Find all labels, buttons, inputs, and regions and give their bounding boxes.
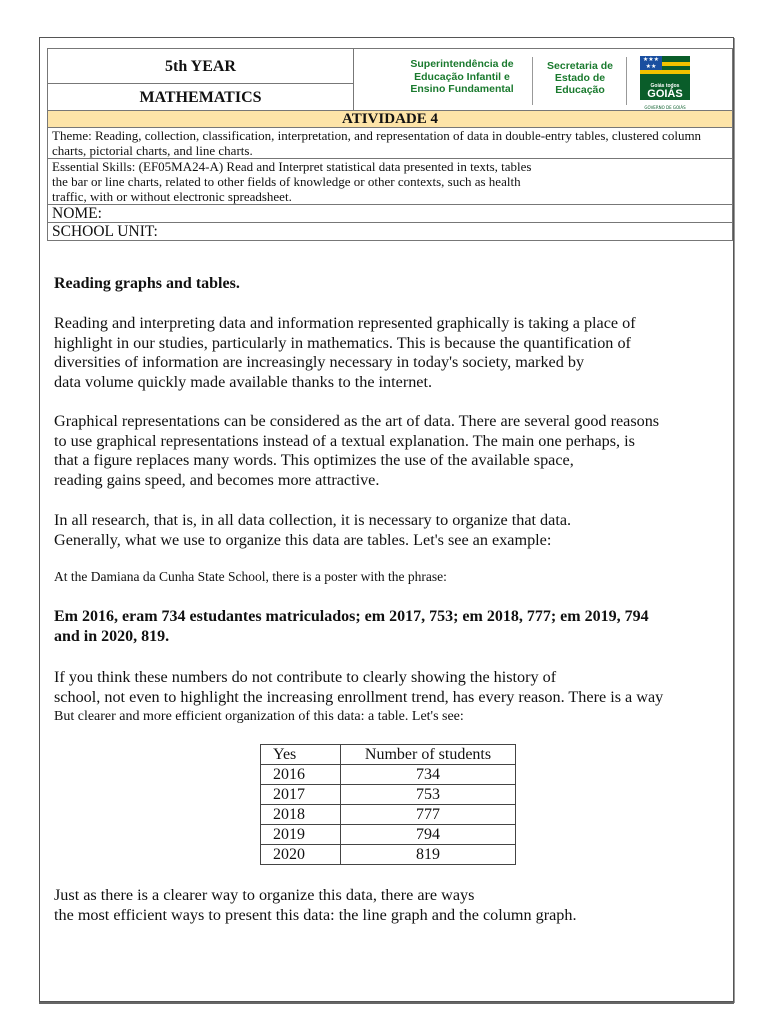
paragraph-conclusion: Just as there is a clearer way to organize this data, there are ways the most efficient ways to present this data: the line graph and the column graph.: [54, 886, 577, 924]
section-heading: Reading graphs and tables.: [54, 275, 240, 292]
skills-text: Essential Skills: (EF05MA24-A) Read and Interpret statistical data presented in texts, tables the bar or line charts, related to other fields of knowledge or other contexts, such as health traffic, with or without electronic spreadsheet.: [48, 159, 733, 205]
table-header-row: [261, 745, 516, 765]
superintendencia-logo: Superintendência de Educação Infantil e Ensino Fundamental: [410, 58, 514, 95]
paragraph-poster: At the Damiana da Cunha State School, there is a poster with the phrase:: [54, 569, 447, 584]
table-row: 2016 734: [261, 765, 516, 785]
column-header-year: Yes: [261, 745, 341, 765]
paragraph-reading: Reading and interpreting data and information represented graphically is taking a place of highlight in our studies, particularly in mathematics. This is because the quantification of diversities of information are increasingly necessary in today's society, marked by data volume quickly made available thanks to the internet.: [54, 314, 636, 391]
table-row: 2020 819: [261, 845, 516, 865]
activity-title: ATIVIDADE 4: [48, 111, 733, 128]
name-field[interactable]: NOME:: [48, 205, 733, 223]
secretaria-logo: Secretaria de Estado de Educação: [547, 60, 613, 96]
enrollment-table: [260, 744, 516, 865]
school-unit-field[interactable]: SCHOOL UNIT:: [48, 223, 733, 241]
theme-text: Theme: Reading, collection, classification, interpretation, and representation of data in double-entry tables, clustered column charts, pictorial charts, and line charts.: [48, 128, 733, 159]
logos-cell: [354, 49, 733, 111]
page-shadow: [39, 1002, 734, 1004]
logo-divider: [532, 57, 533, 105]
logo-divider: [626, 57, 627, 105]
goias-logo: ★★★ ★★ Goiás todos GOIÁS GOVERNO DE GOIÁS: [640, 56, 690, 104]
paragraph-research: In all research, that is, in all data collection, it is necessary to organize that data. Generally, what we use to organize this data are tables. Let's see an example:: [54, 511, 572, 549]
star-icon: ★★★ ★★: [640, 56, 662, 70]
poster-phrase: Em 2016, eram 734 estudantes matriculados; em 2017, 753; em 2018, 777; em 2019, 794 and in 2020, 819.: [54, 608, 649, 645]
table-row: 2017 753: [261, 785, 516, 805]
table-row: 2019 794: [261, 825, 516, 845]
column-header-students: Number of students: [341, 745, 516, 765]
paragraph-graphical: Graphical representations can be considered as the art of data. There are several good reasons to use graphical representations instead of a textual explanation. The main one perhaps, is that a figure replaces many words. This optimizes the use of the available space, reading gains speed, and becomes more attractive.: [54, 412, 660, 489]
table-row: 2018 777: [261, 805, 516, 825]
header-table: [47, 48, 733, 241]
paragraph-numbers: If you think these numbers do not contribute to clearly showing the history of school, not even to highlight the increasing enrollment trend, has every reason. There is a way But clearer and more efficient organization of this data: a table. Let's see:: [54, 668, 664, 724]
year-label: 5th YEAR: [48, 49, 354, 84]
subject-label: MATHEMATICS: [48, 84, 354, 111]
